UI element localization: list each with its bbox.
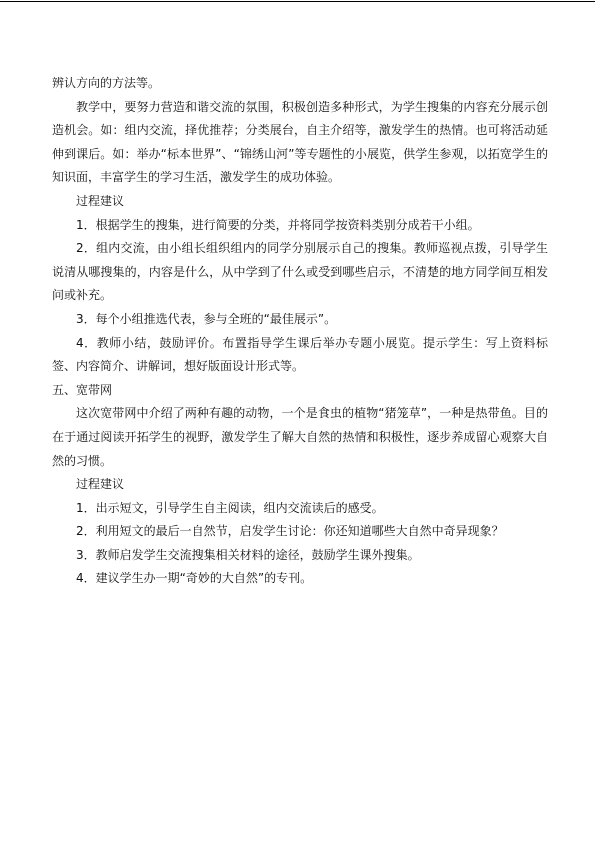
list-item: 1．出示短文，引导学生自主阅读，组内交流读后的感受。 bbox=[76, 500, 384, 515]
list-item: 1．根据学生的搜集，进行简要的分类，并将同学按资料类别分成若干小组。 bbox=[76, 217, 480, 232]
list-item: 3．教师启发学生交流搜集相关材料的途径，鼓励学生课外搜集。 bbox=[76, 547, 420, 562]
list-item: 2．组内交流，由小组长组织组内的同学分别展示自己的搜集。教师巡视点拨，引导学生说清从哪搜集的，内容是什么，从中学到了什么或受到哪些启示，不清楚的地方同学间互相发问或补充。 bbox=[52, 241, 548, 303]
section-heading-broadband: 五、宽带网 bbox=[52, 382, 113, 397]
paragraph-teaching: 教学中，要努力营造和谐交流的氛围，积极创造多种形式，为学生搜集的内容充分展示创造机会。如：组内交流，择优推荐；分类展台，自主介绍等，激发学生的热情。也可将活动延伸到课后。如：举办“标本世界”、“锦绣山河”等专题性的小展览，供学生参观，以拓宽学生的知识面，丰富学生的学习生活，激发学生的成功体验。 bbox=[52, 99, 548, 185]
list-item: 4．建议学生办一期“奇妙的大自然”的专刊。 bbox=[76, 571, 313, 586]
subheading-process-suggestions: 过程建议 bbox=[76, 477, 125, 492]
list-item: 4．教师小结，鼓励评价。布置指导学生课后举办专题小展览。提示学生：写上资料标签、内容简介、讲解词，想好版面设计形式等。 bbox=[52, 335, 548, 374]
document-body bbox=[52, 72, 548, 591]
paragraph-broadband-intro: 这次宽带网中介绍了两种有趣的动物，一个是食虫的植物“猪笼草”，一种是热带鱼。目的在于通过阅读开拓学生的视野，激发学生了解大自然的热情和积极性，逐步养成留心观察大自然的习惯。 bbox=[52, 406, 548, 468]
paragraph-continuation: 辨认方向的方法等。 bbox=[52, 76, 161, 90]
top-rule bbox=[0, 1, 595, 2]
list-item: 3．每个小组推选代表，参与全班的“最佳展示”。 bbox=[76, 311, 337, 326]
list-item: 2．利用短文的最后一自然节，启发学生讨论：你还知道哪些大自然中奇异现象？ bbox=[76, 524, 504, 539]
subheading-process-suggestions: 过程建议 bbox=[76, 193, 125, 208]
